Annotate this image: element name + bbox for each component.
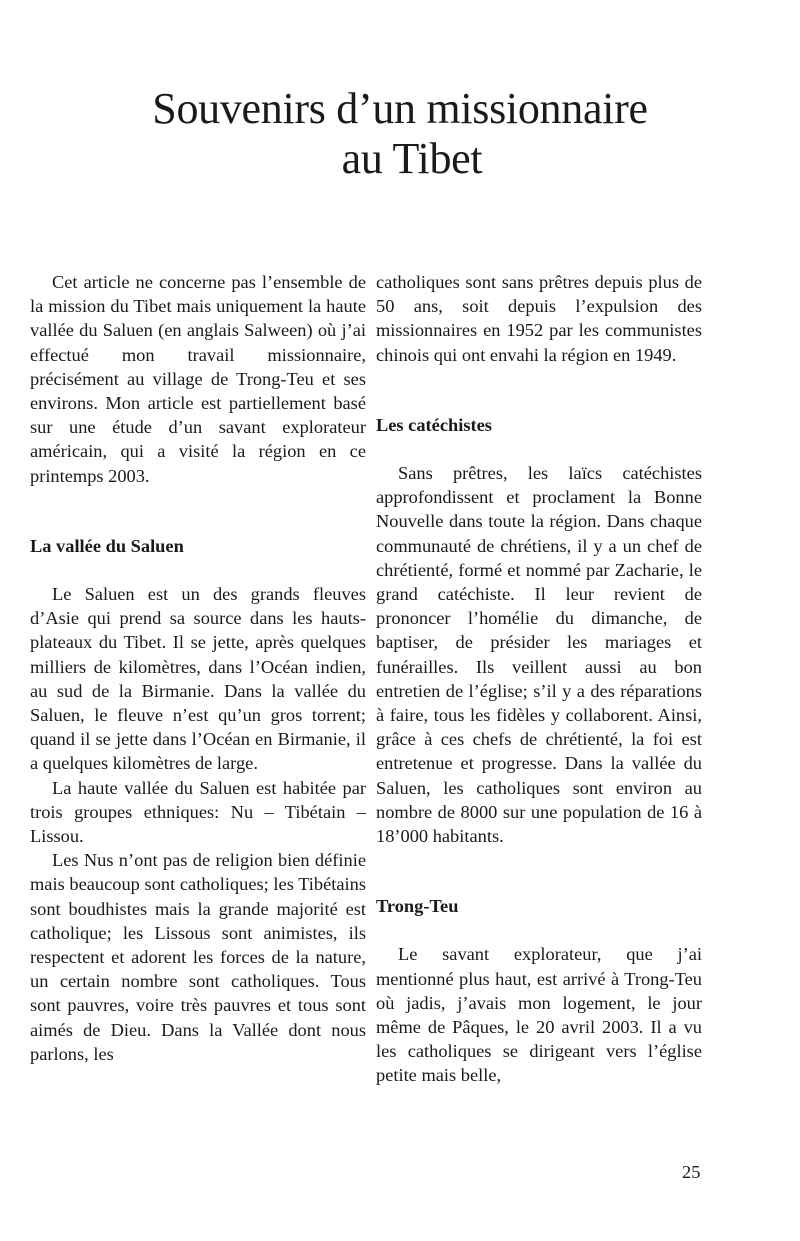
page-title — [0, 84, 800, 184]
title-line-1: Souvenirs d’un missionnaire — [152, 84, 648, 133]
right-column — [376, 270, 702, 1088]
section-heading-saluen: La vallée du Saluen — [30, 535, 184, 556]
paragraph: La haute vallée du Saluen est habitée par trois groupes ethniques: Nu – Tibétain – Lissou. — [30, 777, 366, 847]
section-heading-trong-teu: Trong-Teu — [376, 896, 459, 917]
paragraph: Les Nus n’ont pas de religion bien définie mais beaucoup sont catholiques; les Tibétains sont boudhistes mais la grande majorité est catholique; les Lissous sont animistes, ils respectent et adorent les forces de la nature, un certain nombre sont catholiques. Tous sont pauvres, voire très pauvres et tous sont aimés de Dieu. Dans la Vallée dont nous parlons, les — [30, 850, 366, 1064]
paragraph: Le savant explorateur, que j’ai mentionné plus haut, est arrivé à Trong-Teu où jadis, j’avais mon logement, le jour même de Pâques, le 20 avril 2003. Il a vu les catholiques se dirigeant vers l’église petite mais belle, — [376, 944, 702, 1086]
section-heading-catechistes: Les catéchistes — [376, 414, 492, 435]
title-line-2: au Tibet — [341, 134, 483, 183]
page-number: 25 — [682, 1162, 701, 1182]
paragraph: Le Saluen est un des grands fleuves d’Asie qui prend sa source dans les hauts-plateaux du Tibet. Il se jette, après quelques milliers de kilomètres, dans l’Océan indien, au sud de la Birmanie. Dans la vallée du Saluen, le fleuve n’est qu’un gros torrent; quand il se jette dans l’Océan en Birmanie, il a quelques kilomètres de large. — [30, 584, 366, 774]
intro-paragraph: Cet article ne concerne pas l’ensemble de la mission du Tibet mais uniquement la haute vallée du Saluen (en anglais Salween) où j’ai effectué mon travail missionnaire, précisément au village de Trong-Teu et ses environs. Mon article est partiellement basé sur une étude d’un savant explorateur américain, qui a visité la région en ce printemps 2003. — [30, 272, 366, 486]
left-column — [30, 270, 366, 1066]
continued-paragraph: catholiques sont sans prêtres depuis plus de 50 ans, soit depuis l’expulsion des missionnaires en 1952 par les communistes chinois qui ont envahi la région en 1949. — [376, 272, 702, 365]
paragraph: Sans prêtres, les laïcs catéchistes approfondissent et proclament la Bonne Nouvelle dans toute la région. Dans chaque communauté de chrétiens, il y a un chef de chrétienté, formé et nommé par Zacharie, le grand catéchiste. Il leur revient de prononcer l’homélie du dimanche, de baptiser, de présider les mariages et funérailles. Ils veillent aussi au bon entretien de l’église; s’il y a des réparations à faire, tous les fidèles y collaborent. Ainsi, grâce à ces chefs de chrétienté, la foi est entretenue et progresse. Dans la vallée du Saluen, les catholiques sont environ au nombre de 8000 sur une population de 16 à 18’000 habitants. — [376, 463, 702, 847]
